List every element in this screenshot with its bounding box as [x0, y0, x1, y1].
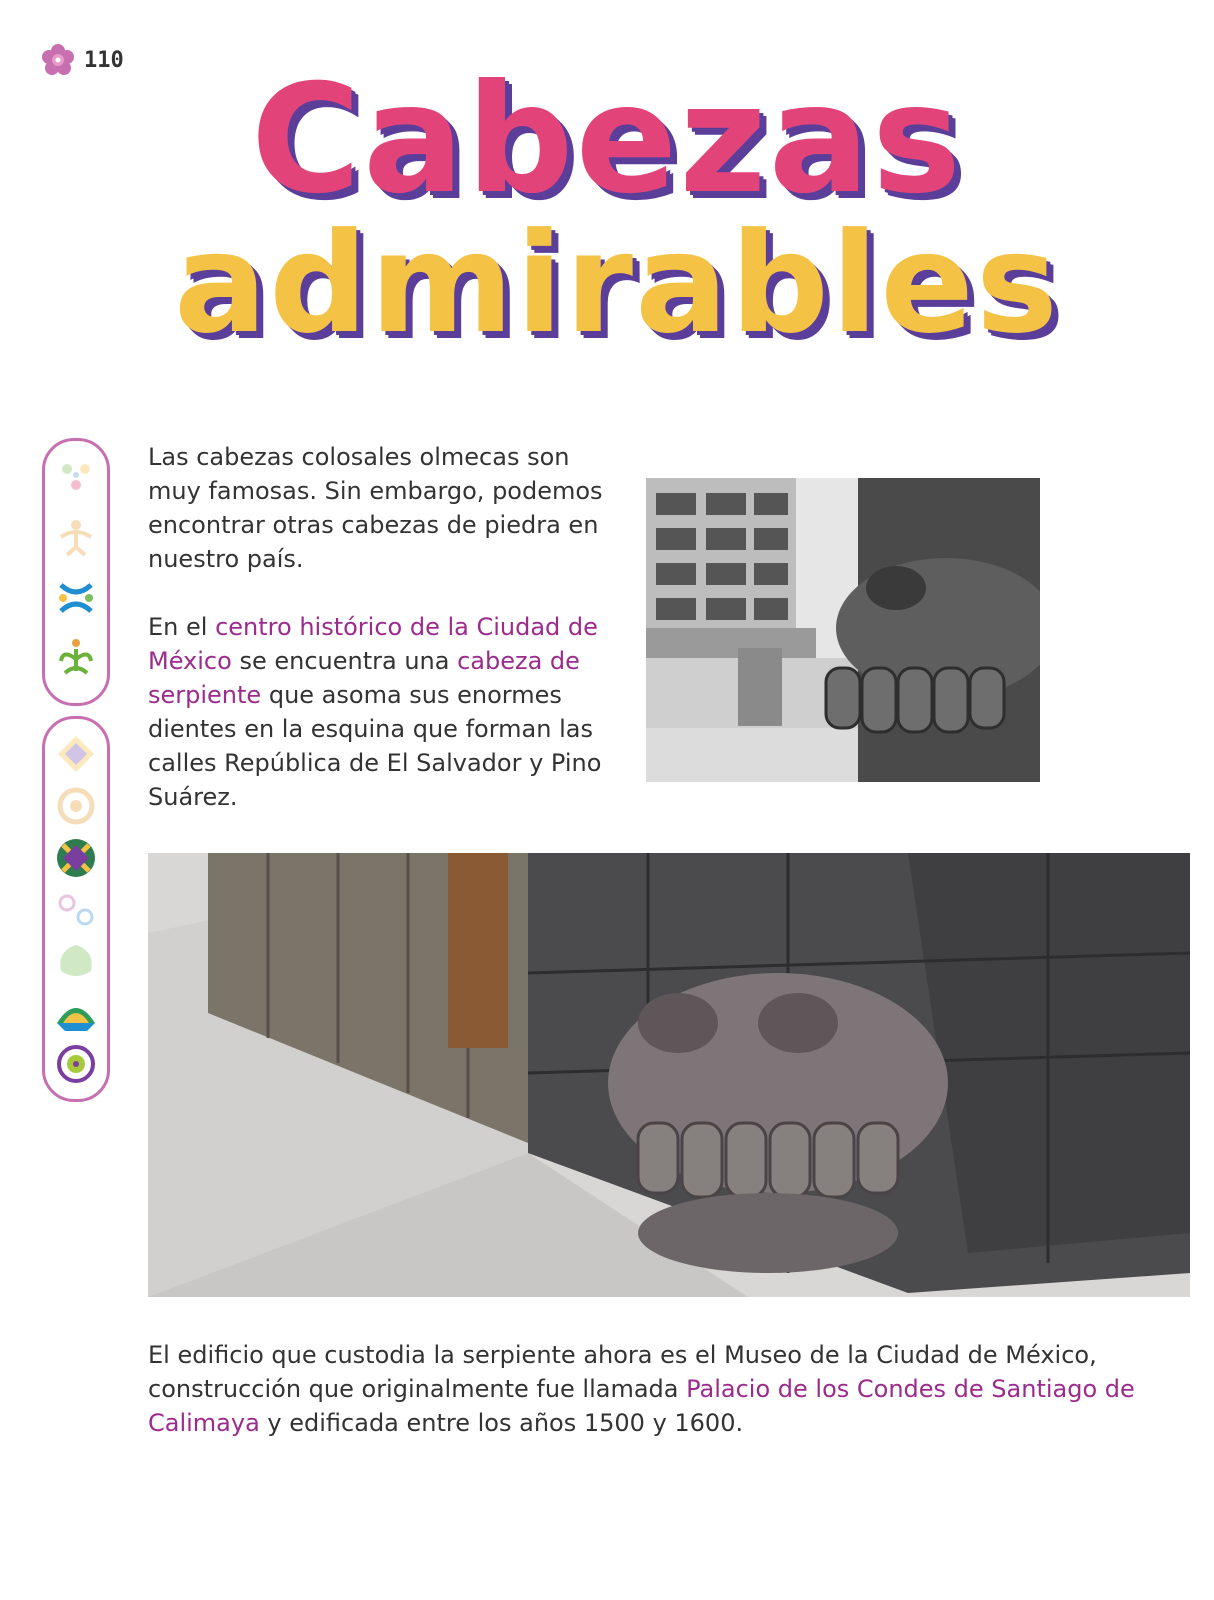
- rainbow-icon: [55, 993, 97, 1035]
- molecule-icon: [55, 455, 97, 497]
- highlight-serpent-head: cabeza de serpiente: [148, 647, 580, 709]
- sidebar-pill-bottom: [42, 716, 110, 1102]
- serpent-color-photo: [148, 853, 1190, 1297]
- page-number: 110: [84, 47, 124, 73]
- serpent-bw-photo: [646, 478, 1040, 782]
- atom-icon: [55, 577, 97, 619]
- link-icon: [55, 889, 97, 931]
- highlight-historic-center: centro histórico de la Ciudad de México: [148, 613, 598, 675]
- figure-icon: [55, 517, 97, 559]
- square-x-icon: [55, 837, 97, 879]
- diamond-icon: [55, 733, 97, 775]
- intro-paragraph: Las cabezas colosales olmecas son muy famosas. Sin embargo, podemos encontrar otras cabezas de piedra en nuestro país.: [148, 443, 603, 573]
- highlight-palace-name: Palacio de los Condes de Santiago de Calimaya: [148, 1375, 1135, 1437]
- shell-icon: [55, 941, 97, 983]
- museum-paragraph: El edificio que custodia la serpiente ahora es el Museo de la Ciudad de México, construcción que originalmente fue llamada Palacio de los Condes de Santiago de Calimaya y edificada entre los años 1500 y 1600.: [148, 1341, 1135, 1437]
- splash-icon: [55, 1043, 97, 1085]
- page-title-line-1: Cabezas: [250, 53, 964, 227]
- spiral-icon: [55, 785, 97, 827]
- page-title-line-2: admirables: [173, 203, 1060, 364]
- serpent-paragraph: En el centro histórico de la Ciudad de México se encuentra una cabeza de serpiente que asoma sus enormes dientes en la esquina que forman las calles República de El Salvador y Pino Suárez.: [148, 613, 602, 811]
- sprout-icon: [55, 637, 97, 679]
- sidebar-pill-top: [42, 438, 110, 706]
